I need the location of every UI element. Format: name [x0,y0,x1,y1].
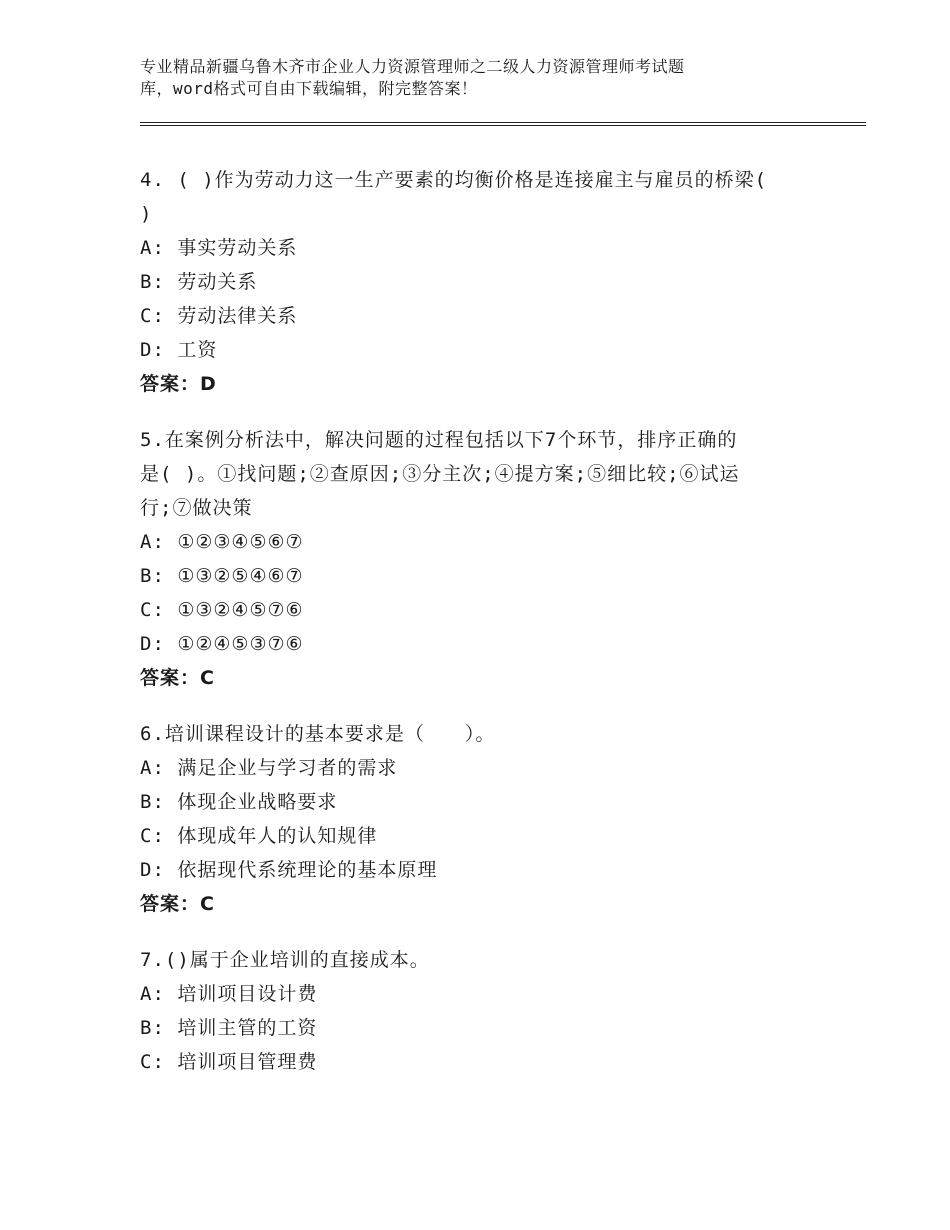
option-c: C: 体现成年人的认知规律 [140,825,378,847]
question-5 [140,423,840,695]
option-a: A: 满足企业与学习者的需求 [140,757,398,779]
option-d: D: ①②④⑤③⑦⑥ [140,633,304,655]
header-line-1: 专业精品新疆乌鲁木齐市企业人力资源管理师之二级人力资源管理师考试题 [140,57,685,76]
question-stem-line: 7.()属于企业培训的直接成本。 [140,949,430,971]
option-c: C: ①③②④⑤⑦⑥ [140,599,304,621]
option-a: A: 事实劳动关系 [140,237,298,259]
option-b: B: 劳动关系 [140,271,258,293]
question-4 [140,163,840,401]
option-a: A: 培训项目设计费 [140,983,318,1005]
question-stem-line: 行;⑦做决策 [140,497,253,519]
document-header [140,56,860,100]
answer-line: 答案：C [140,667,215,689]
option-a: A: ①②③④⑤⑥⑦ [140,531,304,553]
option-b: B: 体现企业战略要求 [140,791,338,813]
header-divider [140,122,866,126]
question-stem-line: 是( )。①找问题;②查原因;③分主次;④提方案;⑤细比较;⑥试运 [140,463,740,485]
answer-line: 答案：C [140,893,215,915]
option-b: B: 培训主管的工资 [140,1017,318,1039]
option-d: D: 依据现代系统理论的基本原理 [140,859,438,881]
answer-line: 答案：D [140,373,217,395]
header-line-2: 库，word格式可自由下载编辑，附完整答案！ [140,79,478,98]
question-stem-line: ) [140,203,153,225]
option-c: C: 劳动法律关系 [140,305,298,327]
option-c: C: 培训项目管理费 [140,1051,318,1073]
question-stem-line: 5.在案例分析法中，解决问题的过程包括以下7个环节，排序正确的 [140,429,738,451]
option-b: B: ①③②⑤④⑥⑦ [140,565,304,587]
question-6 [140,717,840,921]
question-list [140,163,840,1101]
option-d: D: 工资 [140,339,218,361]
question-7 [140,943,840,1079]
question-stem-line: 4. ( )作为劳动力这一生产要素的均衡价格是连接雇主与雇员的桥梁( [140,169,768,191]
question-stem-line: 6.培训课程设计的基本要求是（ ）。 [140,723,496,745]
